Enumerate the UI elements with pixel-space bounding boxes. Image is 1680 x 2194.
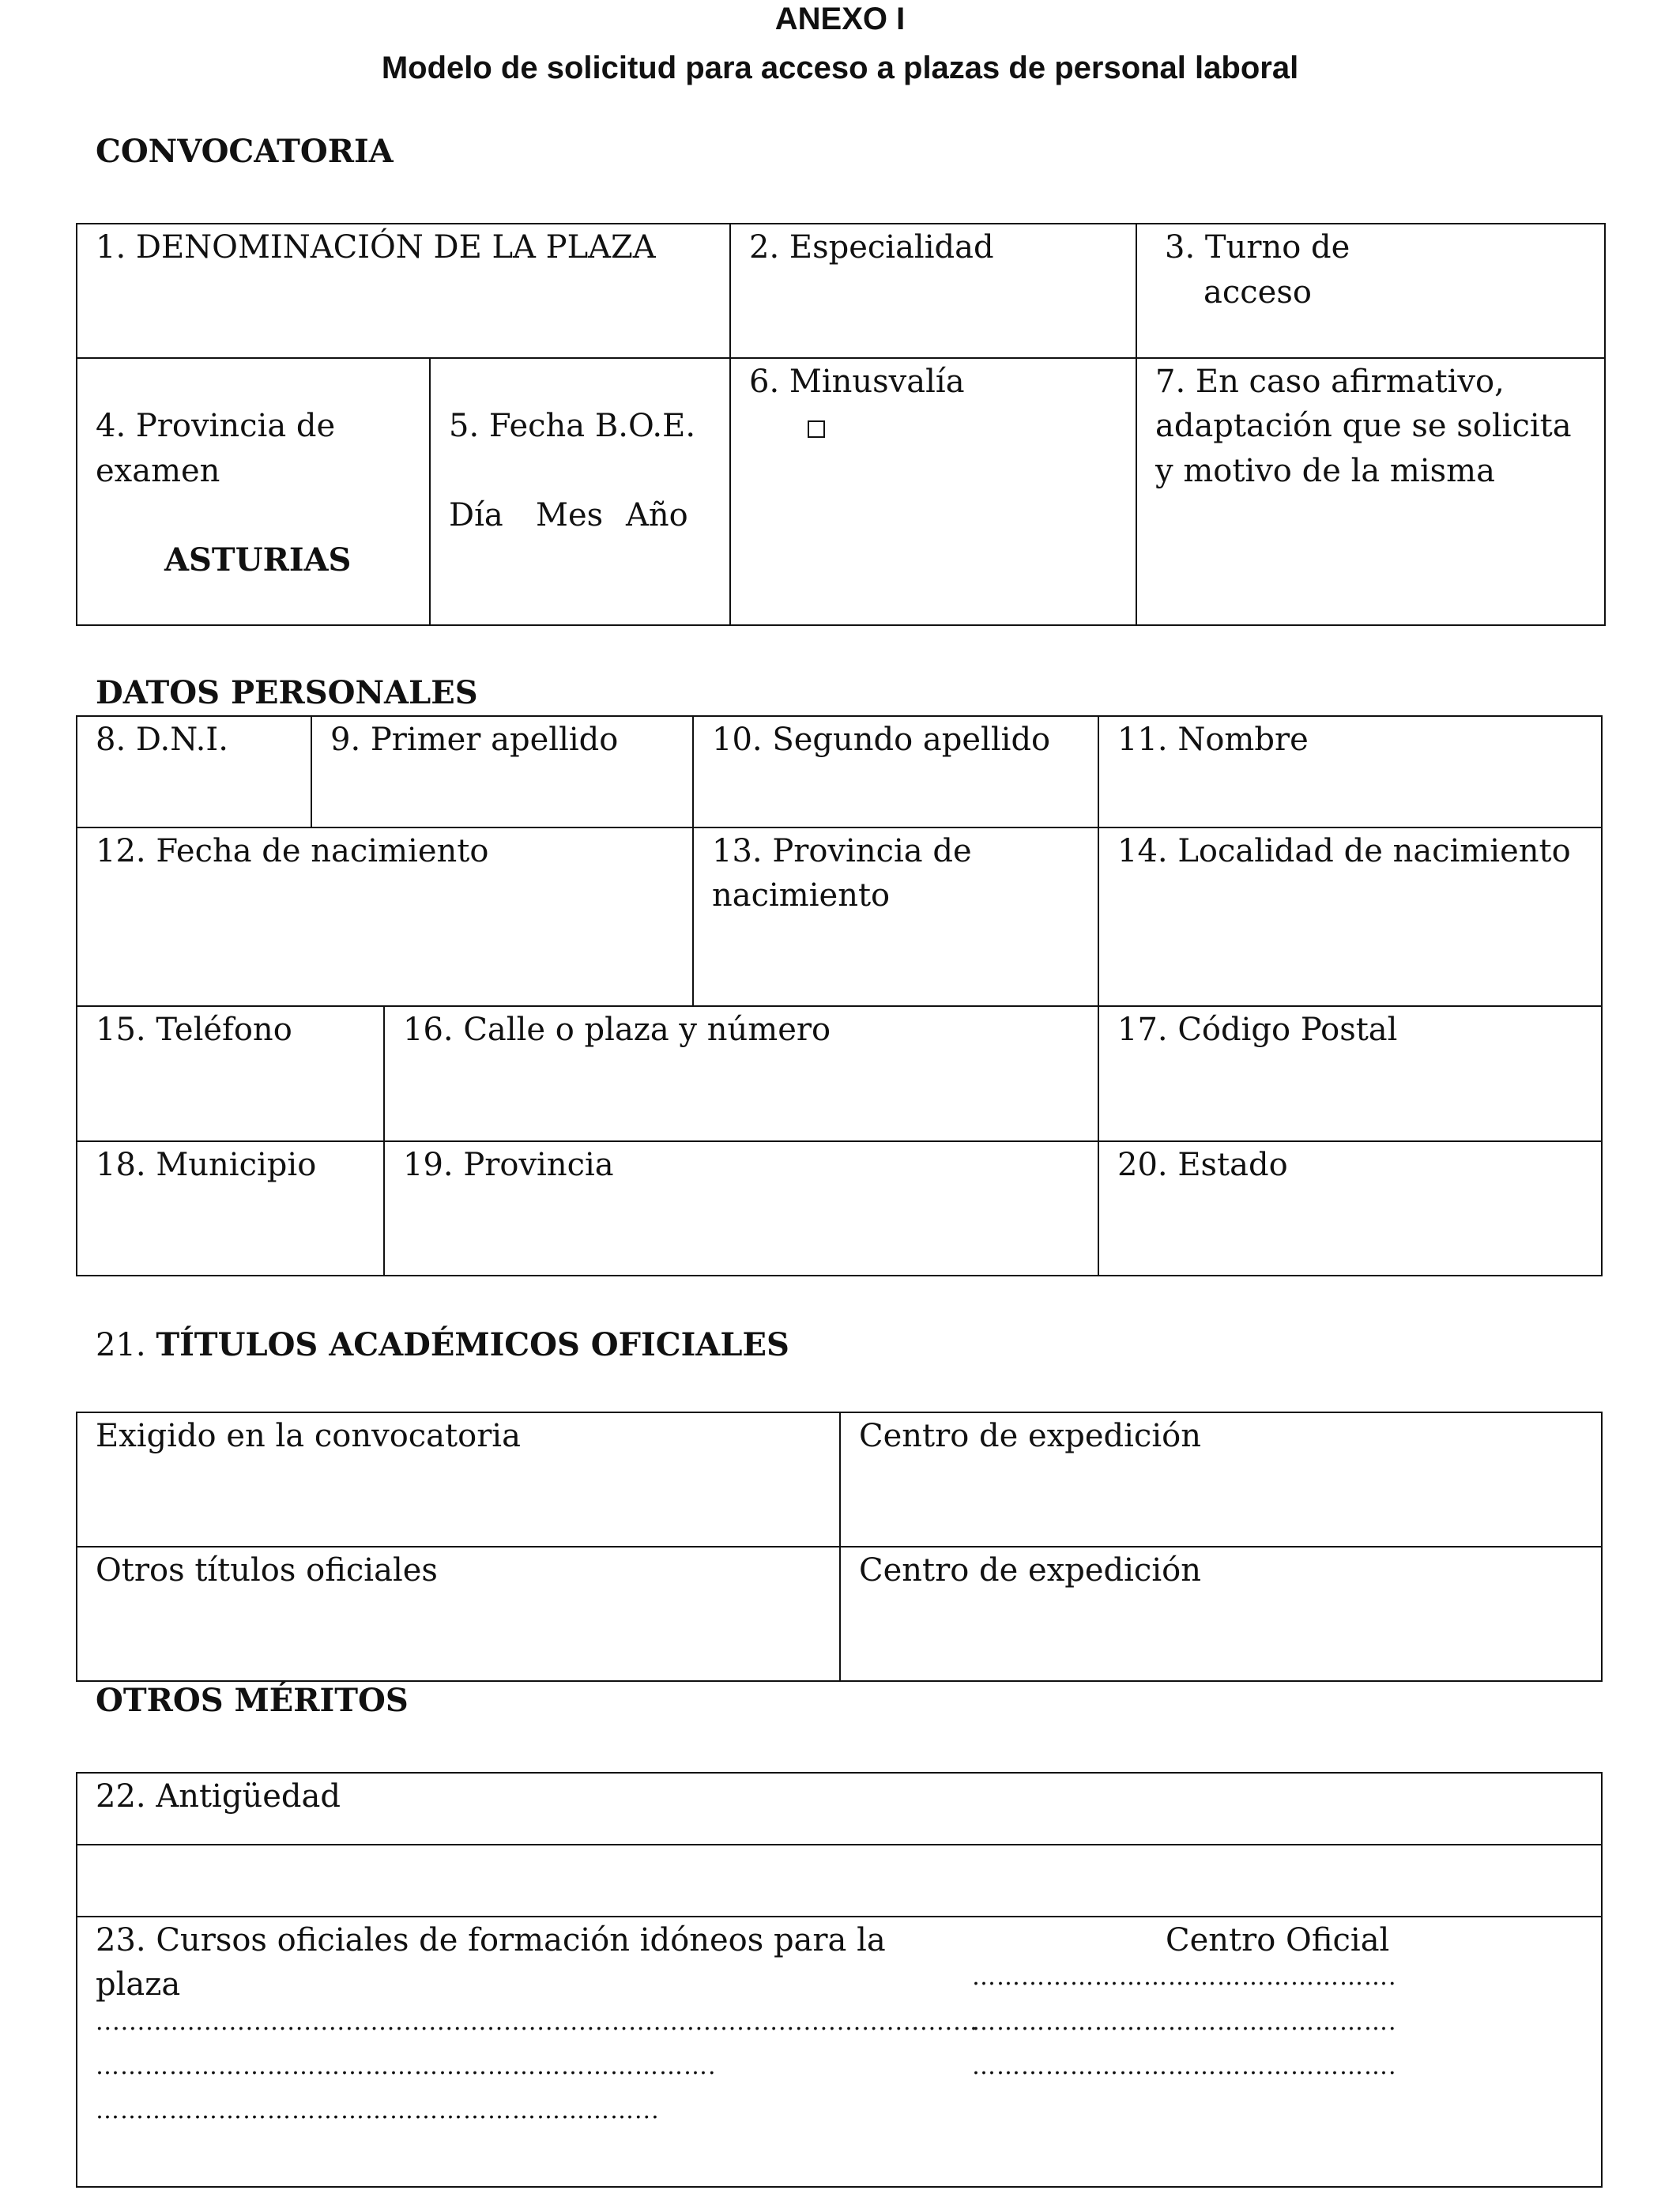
titulos-heading xyxy=(96,1322,789,1368)
field-cursos-label-cont: plaza xyxy=(96,1966,181,2003)
cursos-dotted-line-2[interactable]: …………………………………………………………………. xyxy=(96,2053,717,2080)
annex-title: ANEXO I xyxy=(774,2,906,36)
field-segundo-apellido-label: 10. Segundo apellido xyxy=(712,722,1051,758)
field-provincia-examen-label-cont: examen xyxy=(96,453,220,489)
titulos-heading-text: TÍTULOS ACADÉMICOS OFICIALES xyxy=(156,1326,789,1363)
field-otros-titulos-label: Otros títulos oficiales xyxy=(96,1552,438,1589)
field-provincia-examen-value: ASTURIAS xyxy=(164,541,352,579)
field-primer-apellido-label: 9. Primer apellido xyxy=(330,722,619,758)
field-fecha-boe-mes: Mes xyxy=(536,497,604,533)
centro-dotted-line-2[interactable]: ……………………………………………. xyxy=(972,2008,1397,2036)
field-denominacion-label: 1. DENOMINACIÓN DE LA PLAZA xyxy=(96,229,656,266)
field-fecha-boe-anio: Año xyxy=(626,497,688,533)
centro-dotted-line-1[interactable]: ……………………………………………. xyxy=(972,1963,1397,1991)
field-minusvalia-label: 6. Minusvalía xyxy=(749,364,965,400)
field-adaptacion-label: 7. En caso afirmativo, xyxy=(1155,364,1505,400)
field-titulo-exigido-label: Exigido en la convocatoria xyxy=(96,1418,521,1454)
field-telefono-label: 15. Teléfono xyxy=(96,1012,292,1048)
field-fecha-nacimiento-label: 12. Fecha de nacimiento xyxy=(96,833,489,869)
field-municipio-label: 18. Municipio xyxy=(96,1147,317,1183)
field-adaptacion-label-cont2: y motivo de la misma xyxy=(1155,453,1495,489)
field-fecha-boe-dia: Día xyxy=(449,497,503,533)
field-nombre-label: 11. Nombre xyxy=(1117,722,1309,758)
field-especialidad-label: 2. Especialidad xyxy=(749,229,994,266)
field-turno-label: 3. Turno de xyxy=(1165,229,1350,266)
field-cursos-label: 23. Cursos oficiales de formación idóneos para la xyxy=(96,1922,886,1958)
field-provincia-nacimiento-label: 13. Provincia de xyxy=(712,833,972,869)
centro-dotted-line-3[interactable]: ……………………………………………. xyxy=(972,2053,1397,2080)
field-fecha-boe-label: 5. Fecha B.O.E. xyxy=(449,408,696,444)
field-centro-oficial-label: Centro Oficial xyxy=(1166,1922,1390,1958)
form-subtitle: Modelo de solicitud para acceso a plazas de personal laboral xyxy=(381,51,1299,85)
otros-meritos-heading: OTROS MÉRITOS xyxy=(96,1682,409,1719)
cursos-dotted-line-1[interactable]: .......................................................................................................... xyxy=(96,2008,978,2036)
field-adaptacion-label-cont: adaptación que se solicita xyxy=(1155,408,1572,444)
field-centro-expedicion-2-label: Centro de expedición xyxy=(859,1552,1201,1589)
field-dni-label: 8. D.N.I. xyxy=(96,722,228,758)
minusvalia-checkbox[interactable] xyxy=(808,420,825,438)
field-localidad-nacimiento-label: 14. Localidad de nacimiento xyxy=(1117,833,1571,869)
field-calle-label: 16. Calle o plaza y número xyxy=(403,1012,831,1048)
field-provincia-nacimiento-label-cont: nacimiento xyxy=(712,877,891,914)
field-centro-expedicion-1-label: Centro de expedición xyxy=(859,1418,1201,1454)
field-provincia-label: 19. Provincia xyxy=(403,1147,614,1183)
field-estado-label: 20. Estado xyxy=(1117,1147,1288,1183)
field-antiguedad-label: 22. Antigüedad xyxy=(96,1778,341,1815)
field-turno-label-cont: acceso xyxy=(1203,274,1312,311)
cursos-dotted-line-3[interactable]: …………………………………………………………... xyxy=(96,2097,660,2124)
field-codigo-postal-label: 17. Código Postal xyxy=(1117,1012,1398,1048)
field-provincia-examen-label: 4. Provincia de xyxy=(96,408,336,444)
convocatoria-heading: CONVOCATORIA xyxy=(96,133,394,170)
titulos-heading-number: 21. xyxy=(96,1327,156,1363)
datos-personales-heading: DATOS PERSONALES xyxy=(96,674,478,711)
